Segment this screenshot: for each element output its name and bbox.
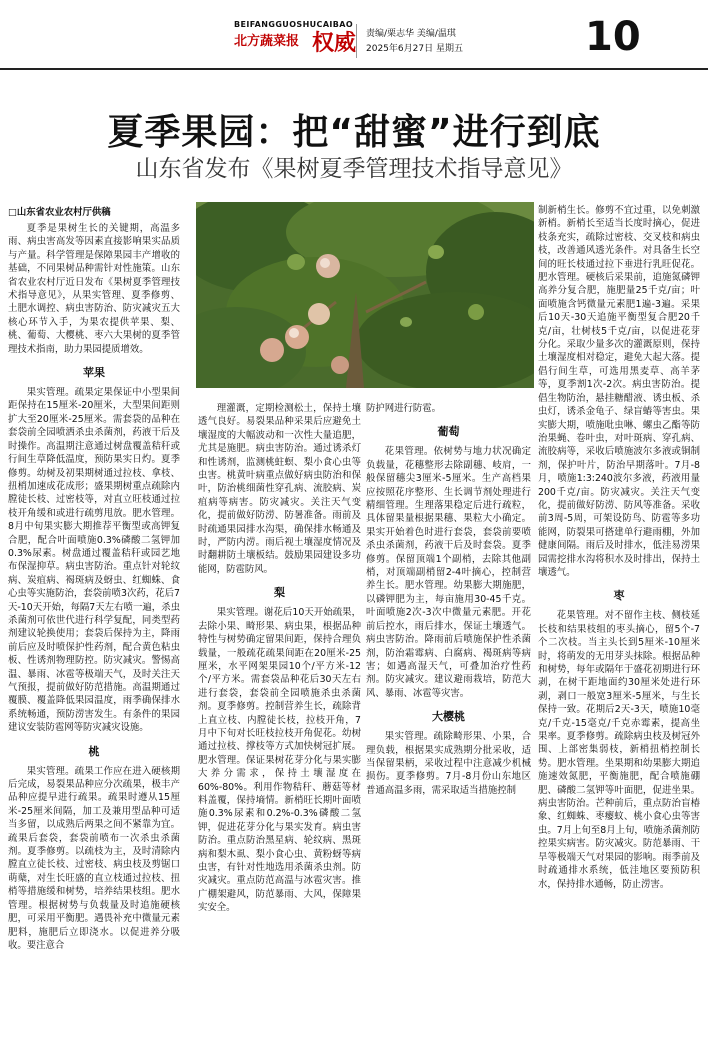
cherry-text: 果实管理。疏除畸形果、小果，合理负载，根据果实成熟期分批采收，适当保留果柄，采收过程中注意减少机械损伤。夏季修剪。7月-8月份山东地区普通高温多雨，需采取适当措施控制 [366,731,531,796]
section-heading-jujube: 枣 [613,589,625,603]
orchard-photo [196,202,534,388]
grape-text: 花果管理。依树势与地力状况确定负载量，花穗整形去除副穗、岐肩，一般保留穗尖3厘米-5厘米。生产高档果应按照花序整形、生长调节剂处理进行精细管理。生理落果稳定后进行疏粒，具体留果量根据果穗、果粒大小确定。果实开始着色时进行套袋，套袋前要喷杀虫杀菌剂，药液干后及时套袋。夏季修剪。保留顶端1个副梢，去除其他副梢，对顶端副梢留2-4叶摘心，控制营养生长。肥水管理。幼果膨大期施肥，以磷钾肥为主，每亩施用30-45千克。叶面喷施2次-3次中微量元素肥。开花前后控水，雨后排水，保证土壤透气。病虫害防治。降雨前后喷施保护性杀菌剂，防治霜霉病、白腐病、褐斑病等病害；如遇高湿天气，可叠加治疗性药剂。防灾减灾。建议避雨栽培，防范大风、暴雨、冰雹等灾害。 [366,446,531,699]
section-heading-peach: 桃 [88,744,100,758]
masthead [0,0,708,70]
section-heading-grape: 葡萄 [437,425,460,439]
issue-date: 2025年6月27日 星期五 [366,44,463,54]
section-heading-apple: 苹果 [83,366,105,380]
peach-text-continued: 理灌溉，定期检测松土，保持土壤透气良好。易裂果品种采果后应避免土壤湿度的大幅波动和一次性大量追肥，尤其是施肥。病虫害防治。通过诱杀灯和性诱剂，监测桃蛀螟、梨小食心虫等虫害。桃黄叶病重点做好病虫防治和保叶，防治桃细菌性穿孔病、流胶病、炭疽病等病害。防灾减灾。关注天气变化，提前做好防涝、防暑准备。雨前及时疏通果园排水沟渠，确保排水畅通及时，严防内涝。雨后视土壤湿度情况及时翻耕防土壤板结。鼓励果园建设多功能网，防雹防风。 [198,403,361,575]
section-name: 权威 [312,31,357,56]
paper-name-en: BEIFANGGUOSHUCAIBAO [234,20,354,29]
section-heading-cherry: 大樱桃 [432,710,465,724]
article-subtitle: 山东省发布《果树夏季管理技术指导意见》 [135,156,573,182]
column-3 [366,402,531,1056]
header-divider [356,24,357,58]
paper-logo: 北方蔬菜报 [234,34,300,49]
article-title: 夏季果园：把“甜蜜”进行到底 [107,112,601,153]
column-1 [8,204,180,1056]
section-heading-pear: 梨 [274,586,285,600]
page-number: 10 [585,14,641,60]
intro-paragraph: 夏季是果树生长的关键期，高温多雨、病虫害高发等因素直接影响果实品质与产量。科学管理是保障果园丰产增收的基础，不同果树品种需针对性施策。山东省农业农村厅近日发布《果树夏季管理技术指导意见》，从果实管理、夏季修剪、土肥水调控、病虫害防治、防灾减灾五大核心环节入手，为果农提供苹果、梨、桃、葡萄、大樱桃、枣六大果树的夏季管理技术指南，助力果园提质增效。 [8,223,180,355]
editors: 责编/栗志华 美编/温琪 [366,29,456,39]
pear-text: 果实管理。谢花后10天开始疏果，去除小果、畸形果、病虫果，根据品种特性与树势确定留果间距，保持合理负载量，一般疏花疏果间距在20厘米-25厘米，水平网架果园10个/平方米-12个/平方米。需套袋品种花后30天左右进行套袋，套袋前全园喷施杀虫杀菌剂。夏季修剪。控制营养生长，疏除背上直立枝、内膛徒长枝，拉枝开角，7月中下旬对长旺枝拉枝开角促花。幼树通过拉枝、撑枝等方式加快树冠扩展。肥水管理。保证果树花芽分化与果实膨大养分需求，保持土壤湿度在60%-80%。利用作物秸秆、蘑菇等材料盖覆，保持墒情。新梢旺长期叶面喷施0.3%尿素和0.2%-0.3%磷酸二氢钾，促进花芽分化与果实发育。病虫害防治。重点防治黑星病、轮纹病、黑斑病和梨木虱、梨小食心虫、黄粉蚜等病虫害，有针对性地选用杀菌杀虫剂。防灾减灾。重点防范高温与冰雹灾害。推广棚架避风，防范暴雨、大风，保障果实安全。 [198,607,361,914]
jujube-text: 花果管理。对不留作主枝、侧枝延长枝和结果枝组的枣头摘心，留5个-7个二次枝。当主头长到5厘米-10厘米时，将萌发的无用芽头抹除。根据品种和树势，每年或隔年于盛花初期进行环剥，在树干距地面约30厘米处进行环剥，剥口一般宽3厘米-5厘米，与生长保持一致。花期后2天-3天，喷施10毫克/千克-15毫克/千克赤霉素，提高坐果率。夏季修剪。疏除病虫枝及树冠外围、上部密集弱枝，新梢扭梢控制长势。肥水管理。坐果期和幼果膨大期追施速效氮肥，平衡施肥，配合喷施硼肥、磷酸二氢钾等叶面肥，促进坐果。病虫害防治。芒种前后，重点防治盲椿象、红蜘蛛、枣瘿蚊、桃小食心虫等害虫。7月上旬至8月上旬，喷施杀菌剂防控果实病害。防灾减灾。防范暴雨、干旱等极端天气对果园的影响。雨季前及时疏通排水系统，低洼地区要预防积水，保持排水通畅，防止涝害。 [538,610,700,890]
apple-text: 果实管理。疏果定果保证中小型果间距保持在15厘米-20厘米，大型果间距则扩大至20厘米-25厘米。需套袋的品种在套袋前全园喷洒杀虫杀菌剂，药液干后及时操作。高温期注意通过树盘覆盖秸秆或行间生草降低温度，预防果实日灼。夏季修剪。幼树及初果期树通过拉枝、拿枝、扭梢加速成花成形；盛果期树重点疏除内膛徒长枝、过密枝等，对直立旺枝通过拉枝开角缓和或进行疏剪甩放。肥水管理。8月中旬果实膨大期推荐平衡型或高钾复合肥，配合叶面喷施0.3%磷酸二氢钾加0.3%尿素。树盘通过覆盖秸秆或园艺地布保湿抑草。病虫害防治。重点针对轮纹病、炭疽病、褐斑病及蚜虫、红蜘蛛、食心虫等实施防治，套袋前喷3次药，花后7天-10天开始，每隔7天左右喷一遍，杀虫杀菌剂可依世代进行科学复配，同类型药剂建议轮换使用；套袋后保持为主，降雨前后应及时喷保护性药剂，配合黄色粘虫板、性诱剂物理防控。防灾减灾。警惕高温、暴雨、冰雹等极端天气，及时关注天气预报，提前做好防范措施。高温期通过覆膜、覆盖降低果园温度，雨季确保排水系统畅通，预防涝害发生。有条件的果园建议安装防雹网等防灾减灾设施。 [8,387,180,734]
peach-text: 果实管理。疏果工作应在进入硬核期后完成，易裂果品种应分次疏果，极丰产品种应提早进行疏果。疏果时遵从15厘米-25厘米间隔，加工及兼用型品种可适当多留，以成熟后两果之间不紧靠为宜。疏果后套袋，套袋前喷布一次杀虫杀菌剂。夏季修剪。以疏枝为主，及时清除内膛直立徒长枝、过密枝、病虫枝及剪锯口萌蘖，对生长旺盛的直立枝通过拉枝、扭梢等措施缓和树势，培养结果枝组。肥水管理。根据树势与负载量及时追施硬核肥，可采用平衡肥。遇畏补充中微量元素肥料，施肥后立即浇水。以促进养分吸收。要注意合 [8,765,180,951]
pear-text-continued: 防护网进行防雹。 [366,403,442,414]
column-2 [198,402,361,1056]
cherry-text-continued: 制新梢生长。修剪不宜过重，以免刺激新梢。新梢长至适当长度时摘心，促进枝条充实，疏除过密枝、交叉枝和病虫枝，改善通风透光条件。对具备生长空间的旺长枝通过拉下垂进行乳旺促花。肥水管理。硬核后采果前，追施氮磷钾高养分复合肥，施肥量25千克/亩；叶面喷施含钙微量元素肥1遍-3遍。采果后10天-30天追施平衡型复合肥20千克/亩，壮树枝5千克/亩，以促进花芽分化。采取少量多次的灌溉原则，保持土壤湿度相对稳定，避免大起大落。提倡行间生草，可选用黑麦草、高羊茅等，夏季割1次-2次。病虫害防治。提倡生物防治，悬挂糖醋液、诱虫板、杀虫灯，诱杀金龟子、绿盲蝽等害虫。果实膨大期，喷施吡虫啉、螺虫乙酯等防治果蝇、卷叶虫，对叶斑病、穿孔病、流胶病等，采收后喷施波尔多液或铜制剂，保护叶片，防治早期落叶。7月-8月，喷施1:3:240波尔多液，药液用量200千克/亩。防灾减灾。关注天气变化，提前做好防涝、防风等准备。采收前3周-5周，可架设防鸟、防雹等多功能网，防裂果可搭建单行避雨棚，外加健康间隔。雨后及时排水，低洼易涝果园需挖排水沟将积水及时排出，保持土壤透气。 [538,205,700,578]
article-source: □山东省农业农村厅供稿 [8,207,111,218]
column-4 [538,204,700,1056]
